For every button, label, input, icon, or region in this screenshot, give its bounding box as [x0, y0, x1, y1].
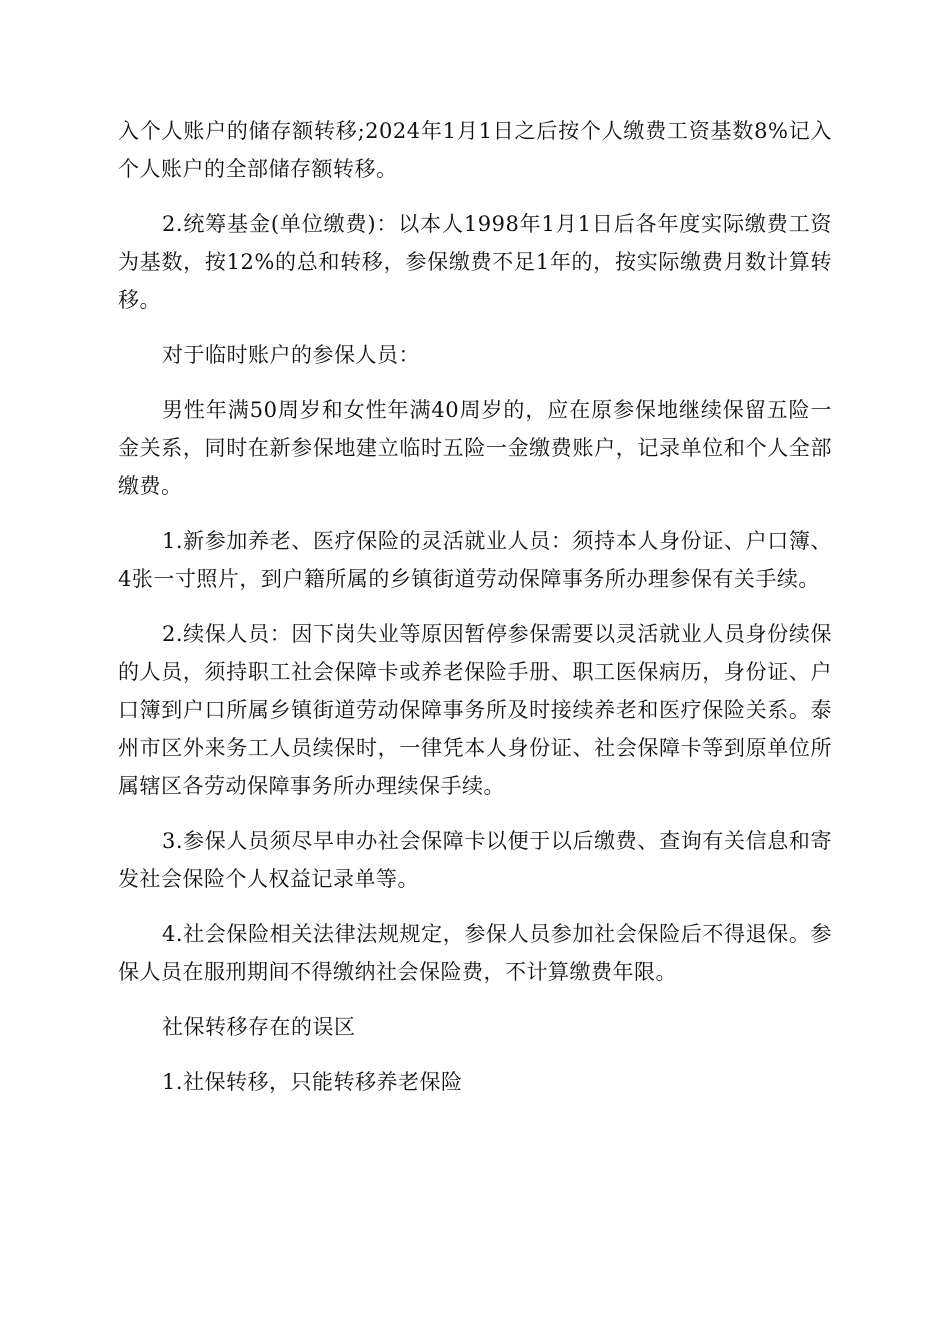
paragraph-age-rule: 男性年满50周岁和女性年满40周岁的，应在原参保地继续保留五险一金关系，同时在新参保地建立临时五险一金缴费账户，记录单位和个人全部缴费。	[118, 398, 832, 498]
paragraph-misconceptions-heading: 社保转移存在的误区	[162, 1015, 356, 1039]
paragraph-continued-insurance: 2.续保人员：因下岗失业等原因暂停参保需要以灵活就业人员身份续保的人员，须持职工社会保障卡或养老保险手册、职工医保病历，身份证、户口簿到户口所属乡镇街道劳动保障事务所及时接续养老和医疗保险关系。泰州市区外来务工人员续保时，一律凭本人身份证、社会保障卡等到原单位所属辖区各劳动保障事务所办理续保手续。	[118, 622, 832, 798]
paragraph-continued: 入个人账户的储存额转移;2024年1月1日之后按个人缴费工资基数8%记入个人账户的全部储存额转移。	[118, 119, 832, 181]
paragraph-misconception-1: 1.社保转移，只能转移养老保险	[162, 1070, 463, 1094]
paragraph-temporary-account-heading: 对于临时账户的参保人员：	[162, 343, 420, 367]
document-page	[118, 112, 832, 1118]
paragraph-new-flexible-employment: 1.新参加养老、医疗保险的灵活就业人员：须持本人身份证、户口簿、4张一寸照片，到户籍所属的乡镇街道劳动保障事务所办理参保有关手续。	[118, 529, 832, 591]
paragraph-no-withdrawal: 4.社会保险相关法律法规规定，参保人员参加社会保险后不得退保。参保人员在服刑期间不得缴纳社会保险费，不计算缴费年限。	[118, 922, 832, 984]
paragraph-pooled-fund: 2.统筹基金(单位缴费)：以本人1998年1月1日后各年度实际缴费工资为基数，按12%的总和转移，参保缴费不足1年的，按实际缴费月数计算转移。	[118, 212, 832, 312]
paragraph-social-security-card: 3.参保人员须尽早申办社会保障卡以便于以后缴费、查询有关信息和寄发社会保险个人权益记录单等。	[118, 829, 832, 891]
